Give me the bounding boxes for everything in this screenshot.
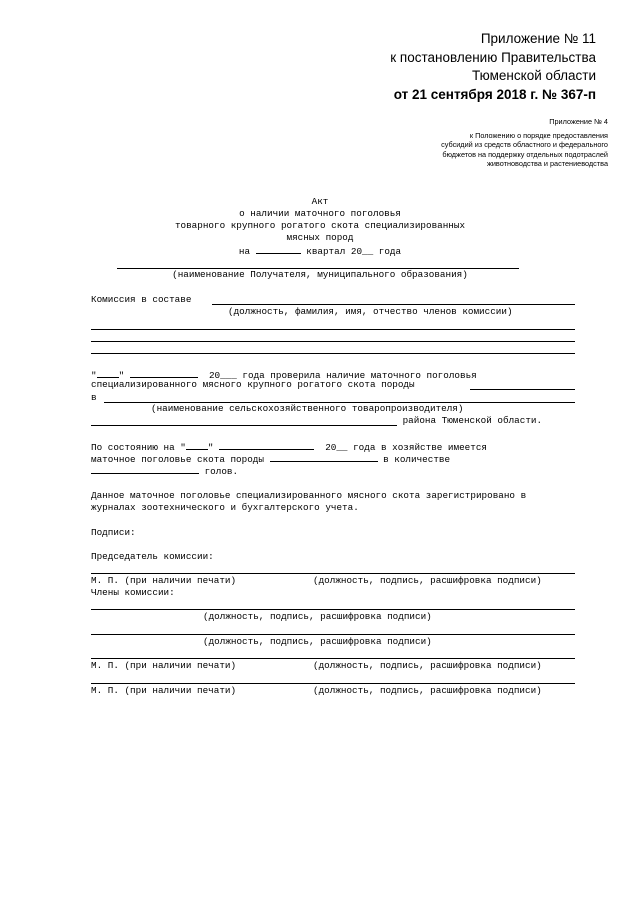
status-day-blank[interactable]	[186, 440, 208, 450]
quarter-blank[interactable]	[256, 244, 301, 254]
member-1-sign-line[interactable]	[91, 609, 575, 610]
sub-appendix-header	[441, 117, 608, 169]
act-title-line-2: о наличии маточного поголовья	[239, 208, 401, 219]
sub-appendix-line-1: к Положению о порядке предоставления	[469, 130, 608, 140]
member-1-sign-caption: (должность, подпись, расшифровка подписи)	[203, 611, 432, 622]
status-breed-label: маточное поголовье скота породы	[91, 454, 270, 465]
commission-caption: (должность, фамилия, имя, отчество членов комиссии)	[228, 306, 513, 317]
appendix-ref: к постановлению Правительства	[390, 49, 596, 65]
appendix-region: Тюменской области	[472, 68, 596, 83]
member-3-stamp: М. П. (при наличии печати)	[91, 660, 237, 671]
quote-close: "	[118, 370, 125, 381]
member-4-sign-line[interactable]	[91, 683, 575, 684]
district-suffix: района Тюменской области.	[397, 415, 543, 426]
status-heads-label: голов.	[199, 466, 239, 477]
chairman-sign-line[interactable]	[91, 573, 575, 574]
commission-line-3[interactable]	[91, 341, 575, 342]
members-label: Члены комиссии:	[91, 587, 175, 598]
status-year-text: 20__ года в хозяйстве имеется	[314, 442, 487, 453]
check-in-label: в	[91, 392, 103, 403]
sub-appendix-line-4: животноводства и растениеводства	[486, 159, 608, 169]
quarter-prefix: на	[238, 246, 256, 257]
chairman-stamp: М. П. (при наличии печати)	[91, 575, 237, 586]
status-prefix: По состоянию на "	[91, 442, 186, 453]
check-year-text: 20___ года проверила наличие маточного поголовья	[197, 370, 477, 381]
act-title: Акт	[311, 196, 329, 207]
producer-caption: (наименование сельскохозяйственного товаропроизводителя)	[151, 403, 464, 414]
day-blank[interactable]	[97, 368, 119, 378]
recipient-caption: (наименование Получателя, муниципального образования)	[172, 269, 468, 280]
member-2-sign-line[interactable]	[91, 634, 575, 635]
commission-label: Комиссия в составе	[91, 294, 198, 305]
member-4-sign-caption: (должность, подпись, расшифровка подписи)	[313, 685, 542, 696]
member-3-sign-line[interactable]	[91, 658, 575, 659]
appendix-number: Приложение № 11	[480, 31, 596, 46]
commission-line-4[interactable]	[91, 353, 575, 354]
registered-line-2: журналах зоотехнического и бухгалтерского учета.	[91, 502, 359, 513]
appendix-header	[390, 30, 596, 104]
member-2-sign-caption: (должность, подпись, расшифровка подписи)	[203, 636, 432, 647]
act-title-line-5	[0, 244, 640, 257]
status-count-label: в количестве	[377, 454, 451, 465]
sub-appendix-number: Приложение № 4	[549, 117, 608, 126]
status-month-blank[interactable]	[219, 440, 314, 450]
quote-open: "	[91, 370, 97, 381]
appendix-date: от 21 сентября 2018 г. № 367-п	[393, 86, 596, 102]
sub-appendix-line-2: субсидий из средств областного и федерального	[441, 140, 608, 150]
sub-appendix-line-3: бюджетов на поддержку отдельных подотраслей	[442, 149, 608, 159]
district-line[interactable]	[91, 425, 397, 426]
member-4-stamp: М. П. (при наличии печати)	[91, 685, 237, 696]
chairman-label: Председатель комиссии:	[91, 551, 214, 562]
commission-line-2[interactable]	[91, 329, 575, 330]
act-title-line-4: мясных пород	[286, 232, 354, 243]
status-breed-blank[interactable]	[270, 452, 378, 462]
act-title-line-3: товарного крупного рогатого скота специализированных	[174, 220, 466, 231]
quarter-suffix: квартал 20__ года	[300, 246, 402, 257]
heads-blank[interactable]	[91, 464, 199, 474]
month-blank[interactable]	[130, 368, 198, 378]
status-heads-line	[91, 464, 238, 477]
chairman-sign-caption: (должность, подпись, расшифровка подписи)	[313, 575, 542, 586]
check-breed-label: специализированного мясного крупного рогатого скота породы	[91, 379, 421, 390]
commission-line[interactable]	[212, 304, 575, 305]
signatures-title: Подписи:	[91, 527, 136, 538]
registered-line-1: Данное маточное поголовье специализированного мясного скота зарегистрировано в	[91, 490, 527, 501]
member-3-sign-caption: (должность, подпись, расшифровка подписи)	[313, 660, 542, 671]
breed-line[interactable]	[470, 389, 575, 390]
status-quote: "	[207, 442, 214, 453]
